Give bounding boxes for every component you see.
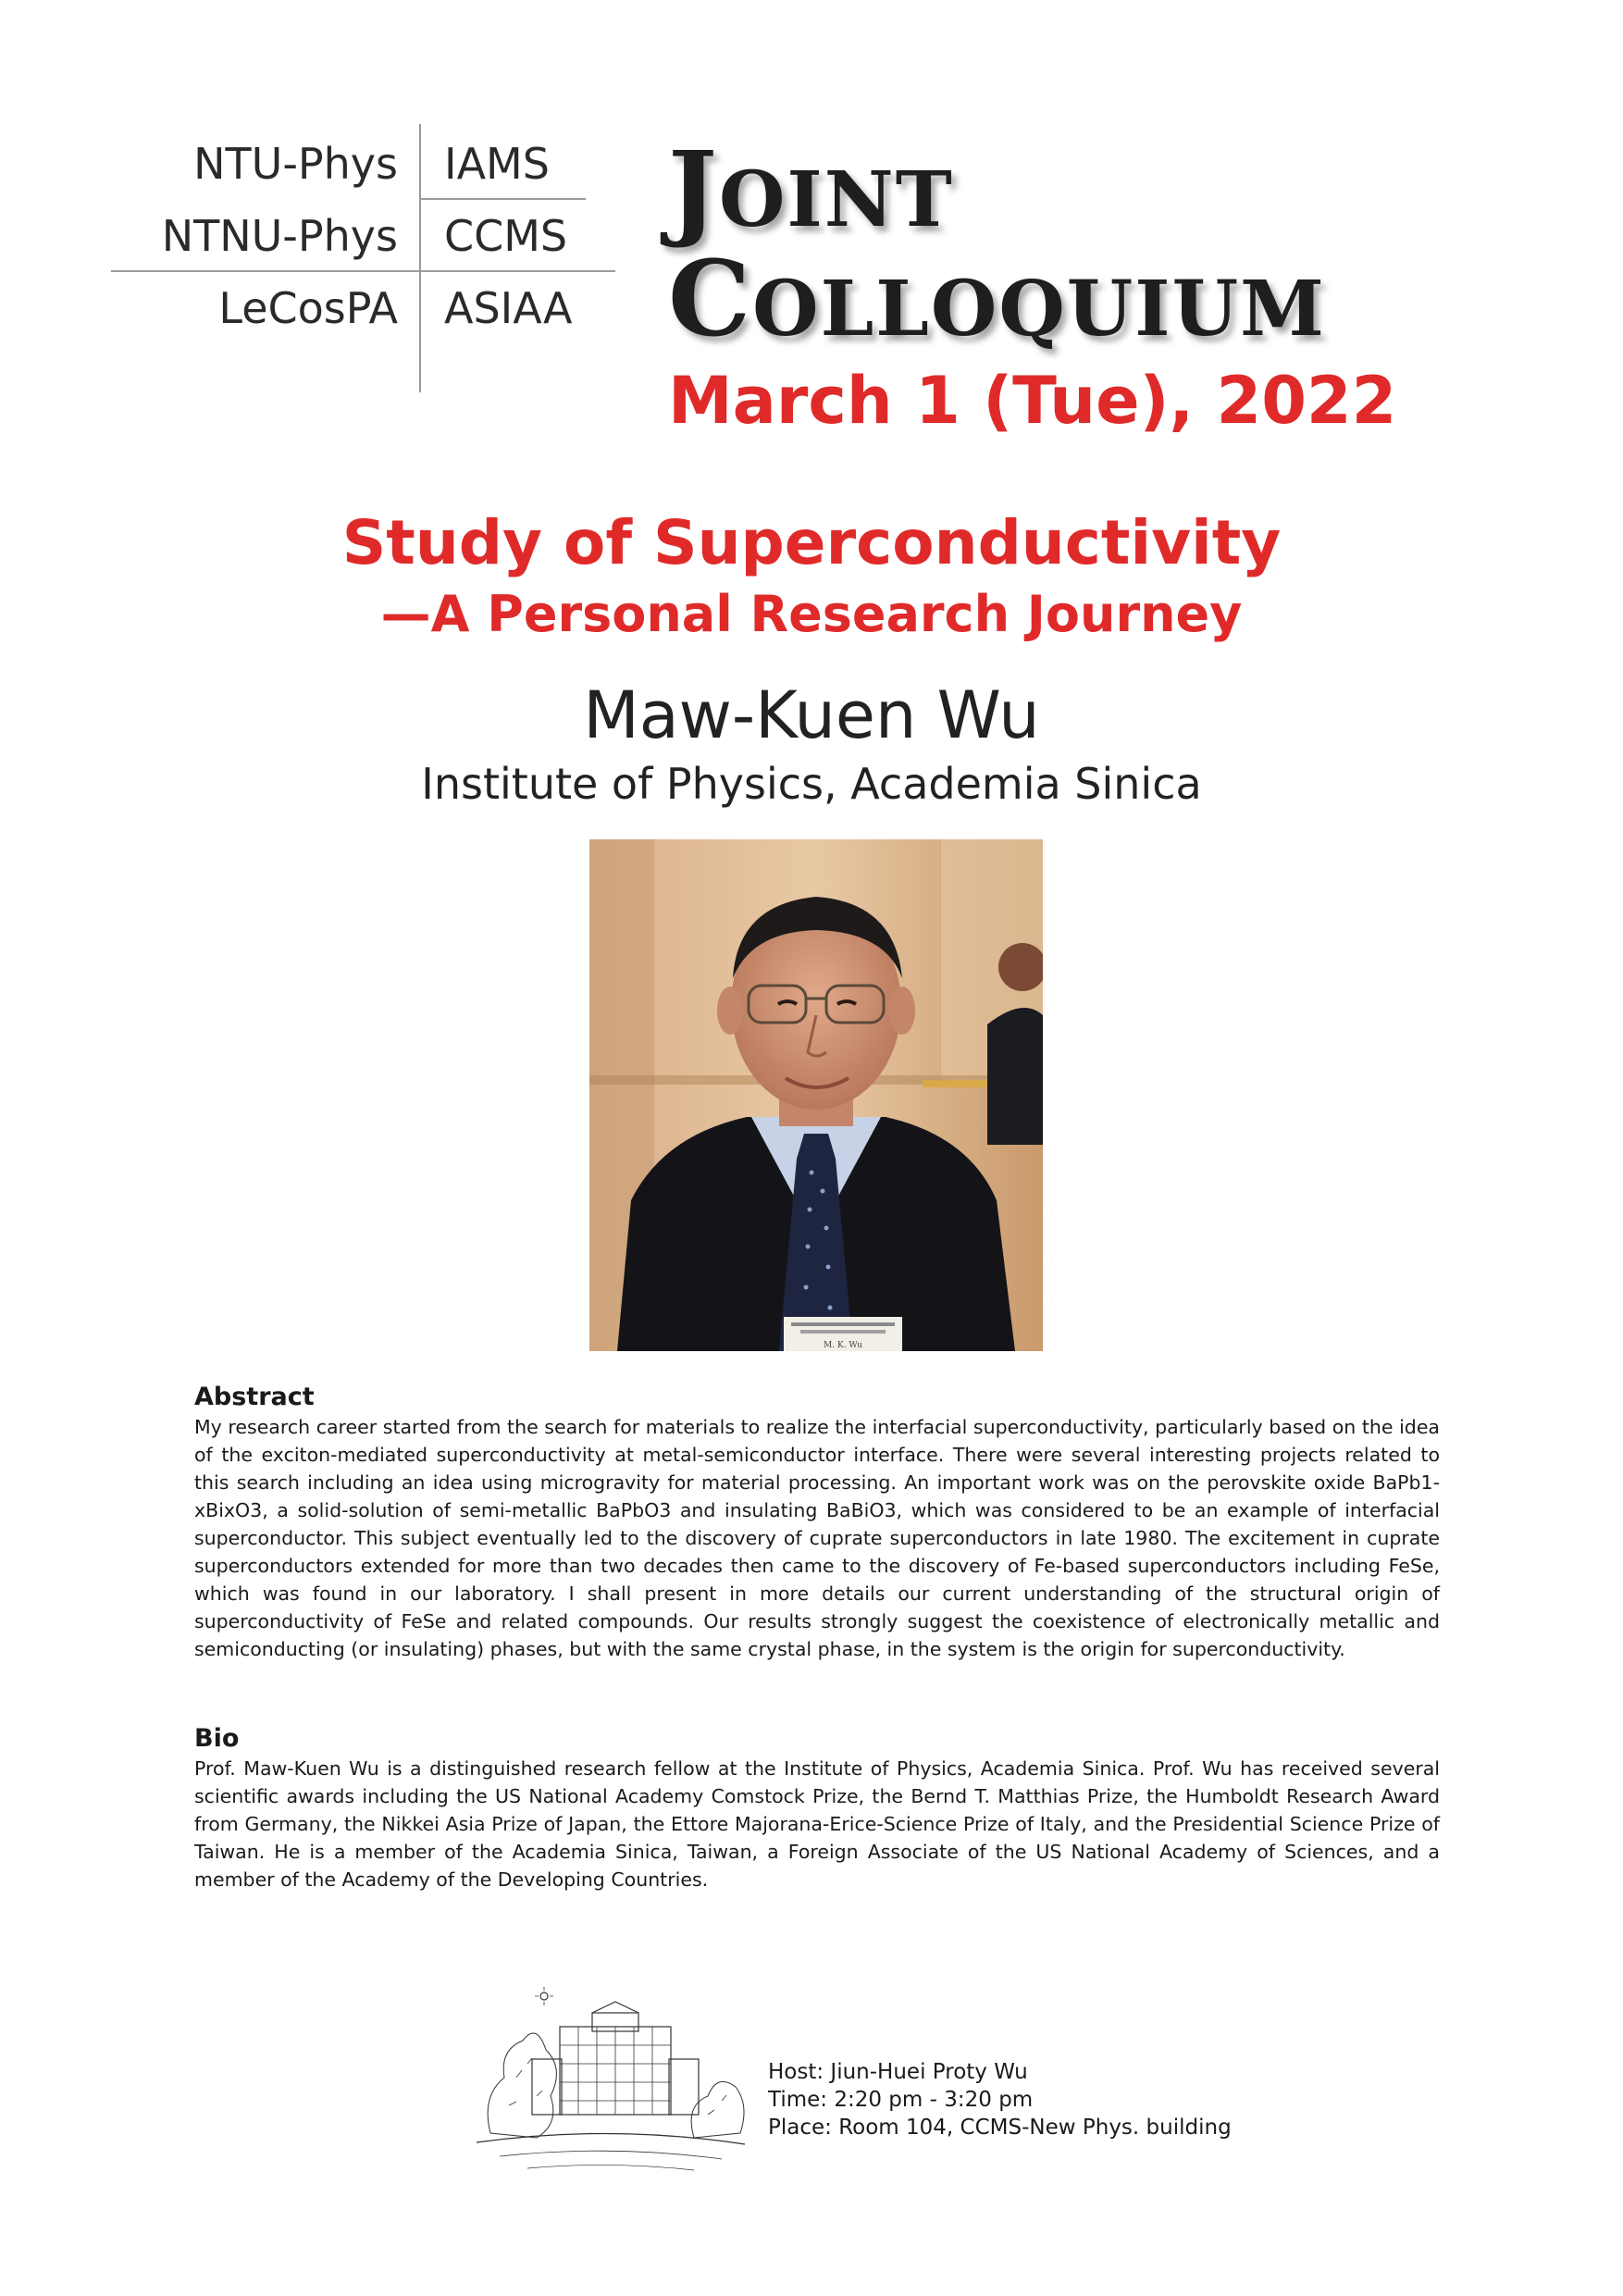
event-place: Place: Room 104, CCMS-New Phys. building <box>768 2116 1232 2140</box>
institution-ccms: CCMS <box>444 211 568 261</box>
bio-text: Prof. Maw-Kuen Wu is a distinguished research fellow at the Institute of Physics, Academia Sinica. Prof. Wu has received several scientific awards including the US National Academy Comstock Prize, the Bernd T. Matthias Prize, the Humboldt Research Award from Germany, the Nikkei Asia Prize of Japan, the Ettore Majorana-Erice-Science Prize of Italy, and the Presidential Science Prize of Taiwan. He is a member of the Academia Sinica, Taiwan, a Foreign Associate of the US National Academy of Sciences, and a member of the Academy of the Developing Countries. <box>194 1757 1440 1891</box>
event-date: March 1 (Tue), 2022 <box>668 363 1397 439</box>
grid-vertical-divider <box>419 124 421 392</box>
speaker-name: Maw-Kuen Wu <box>583 677 1040 753</box>
header-colloquium-initial: C <box>668 239 753 360</box>
name-badge-text: M. K. Wu <box>823 1341 863 1350</box>
event-time: Time: 2:20 pm - 3:20 pm <box>768 2088 1034 2112</box>
institution-ntnu-phys: NTNU-Phys <box>161 211 398 261</box>
institution-ntu-phys: NTU-Phys <box>193 139 398 189</box>
header-joint <box>668 130 954 251</box>
abstract-text: My research career started from the search for materials to realize the interfacial superconductivity, particularly based on the idea of the exciton-mediated superconductivity at metal-semiconductor interface. There were several interesting projects related to this search including an idea using microgravity for material processing. An important work was on the perovskite oxide BaPb1-xBixO3, a solid-solution of semi-metallic BaPbO3 and insulating BaBiO3, which was considered to be an example of interfacial superconductor. This subject eventually led to the discovery of cuprate superconductors in late 1980. The excitement in cuprate superconductors extended for more than two decades then came to the discovery of Fe-based superconductors including FeSe, which was found in our laboratory. I shall present in more details our current understanding of the structural origin of superconductivity of FeSe and related compounds. Our results strongly suggest the coexistence of electronically metallic and semiconducting (or insulating) phases, but with the same crystal phase, in the system is the origin for superconductivity. <box>194 1416 1440 1660</box>
header-colloquium-rest: OLLOQUIUM <box>752 265 1326 354</box>
bio-section <box>194 1723 1440 1893</box>
bio-heading: Bio <box>194 1724 240 1753</box>
grid-divider-top <box>419 198 586 200</box>
talk-title: Study of Superconductivity <box>341 507 1282 578</box>
institution-grid <box>111 120 615 393</box>
abstract-heading: Abstract <box>194 1383 315 1411</box>
institution-iams: IAMS <box>444 139 550 189</box>
institution-lecospa: LeCosPA <box>218 283 398 333</box>
header-colloquium <box>668 239 1326 360</box>
event-host: Host: Jiun-Huei Proty Wu <box>768 2060 1028 2084</box>
event-details <box>768 2058 1232 2141</box>
grid-divider-middle <box>111 270 615 272</box>
abstract-section <box>194 1382 1440 1663</box>
speaker-affiliation: Institute of Physics, Academia Sinica <box>421 759 1202 809</box>
speaker-photo <box>589 839 1043 1351</box>
header-joint-rest: OINT <box>719 155 954 244</box>
building-sketch <box>472 1985 750 2179</box>
talk-subtitle: —A Personal Research Journey <box>380 585 1243 643</box>
institution-asiaa: ASIAA <box>444 283 573 333</box>
header-joint-initial: J <box>668 130 719 251</box>
